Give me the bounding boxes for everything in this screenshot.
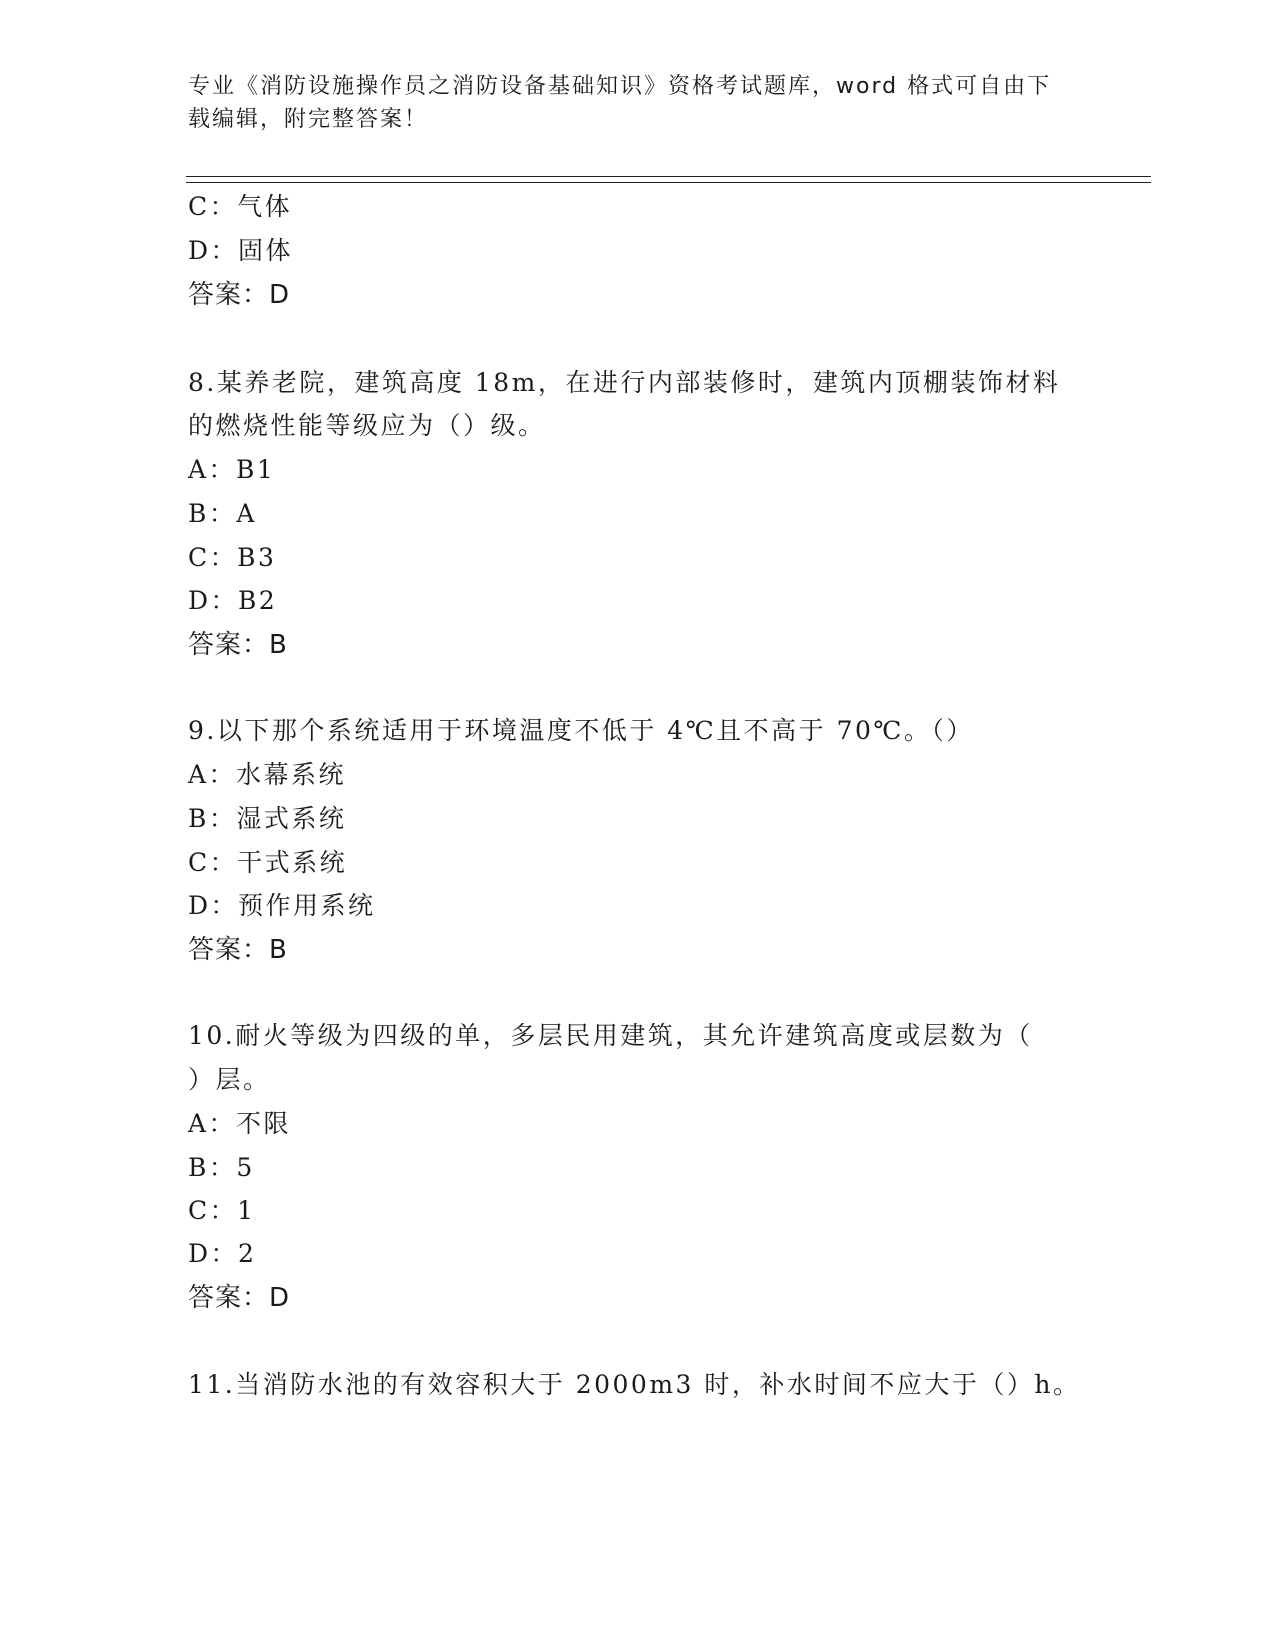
q9-option-a: A：水幕系统 (188, 760, 347, 789)
q9-option-c: C：干式系统 (188, 848, 348, 877)
q9-option-b: B：湿式系统 (188, 804, 347, 833)
header-line-1: 专业《消防设施操作员之消防设备基础知识》资格考试题库，word 格式可自由下 (188, 74, 1052, 99)
q10-option-d: D：2 (188, 1239, 257, 1268)
q8-option-a: A：B1 (188, 455, 276, 484)
q10-stem-line-2: ）层。 (188, 1065, 271, 1094)
q8-option-c: C：B3 (188, 543, 277, 572)
q10-answer: 答案：D (188, 1283, 291, 1313)
q10-option-b: B：5 (188, 1153, 255, 1182)
header-divider-bottom (186, 182, 1151, 183)
q10-stem-line-1: 10.耐火等级为四级的单，多层民用建筑，其允许建筑高度或层数为（ (188, 1021, 1033, 1050)
q8-option-d: D：B2 (188, 586, 278, 615)
q9-stem-line-1: 9.以下那个系统适用于环境温度不低于 4℃且不高于 70℃。（） (188, 716, 974, 745)
document-header (188, 70, 1088, 136)
q7-option-d: D：固体 (188, 236, 294, 265)
q8-stem-line-2: 的燃烧性能等级应为（）级。 (188, 411, 546, 440)
q8-stem-line-1: 8.某养老院，建筑高度 18m，在进行内部装修时，建筑内顶棚装饰材料 (188, 368, 1061, 397)
q8-answer: 答案：B (188, 630, 288, 660)
header-divider-top (186, 176, 1151, 177)
header-line-2: 载编辑，附完整答案！ (188, 107, 429, 132)
q7-answer: 答案：D (188, 280, 291, 310)
q11-stem-line-1: 11.当消防水池的有效容积大于 2000m3 时，补水时间不应大于（）h。 (188, 1370, 1081, 1399)
q10-option-c: C：1 (188, 1196, 256, 1225)
q7-option-c: C：气体 (188, 192, 293, 221)
q10-option-a: A：不限 (188, 1109, 292, 1138)
q9-option-d: D：预作用系统 (188, 891, 376, 920)
q8-option-b: B：A (188, 499, 257, 528)
q9-answer: 答案：B (188, 935, 288, 965)
